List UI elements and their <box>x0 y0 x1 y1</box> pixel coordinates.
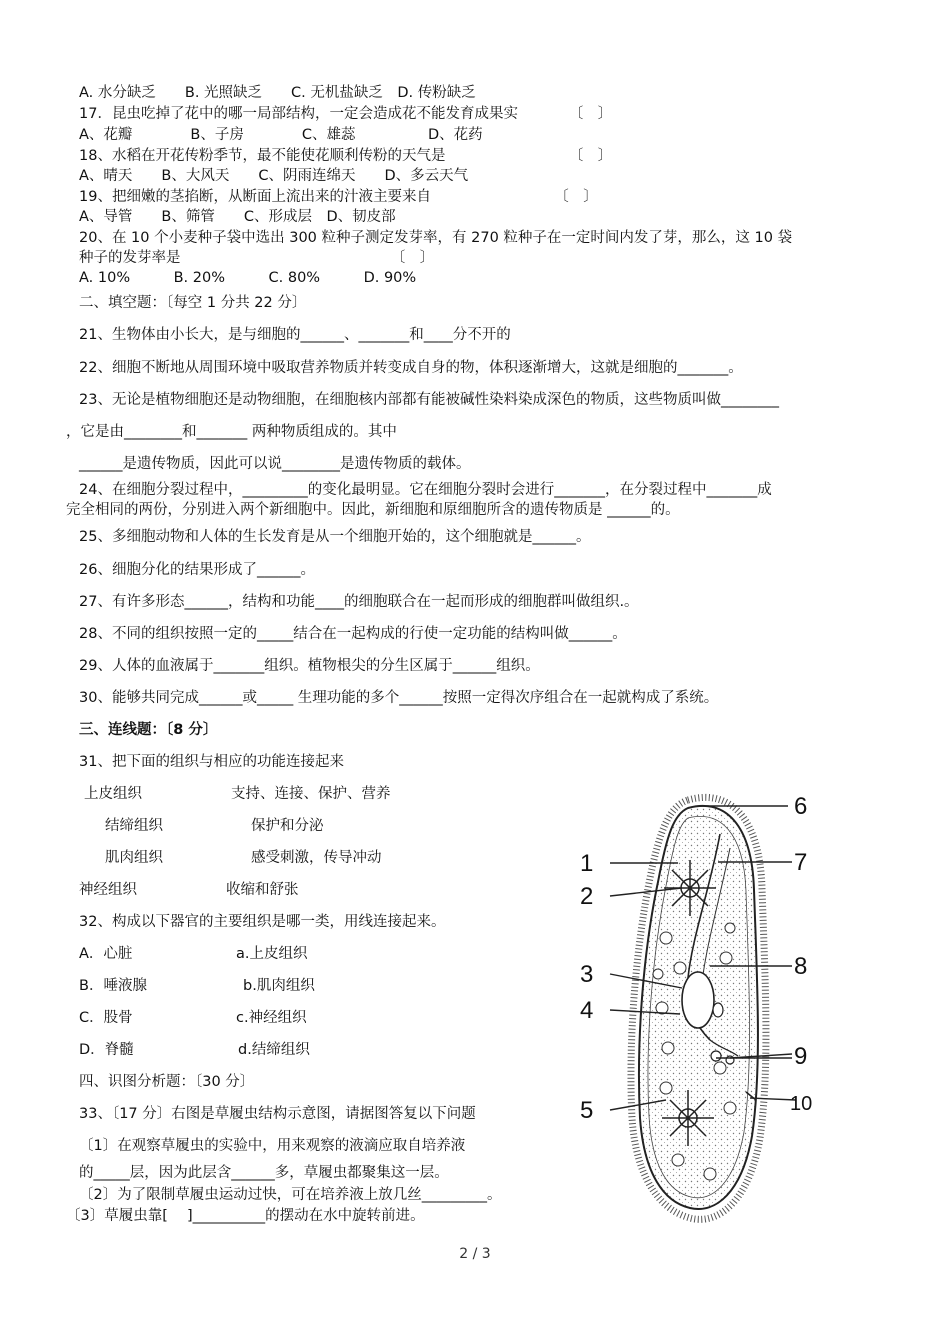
q24-question-line1: 24、在细胞分裂过程中，_________的变化最明显。它在细胞分裂时会进行_______，在分裂过程中_______成 <box>79 482 772 498</box>
q21-question: 21、生物体由小长大，是与细胞的______、_______和____分不开的 <box>79 327 511 343</box>
q31-tissue-1: 上皮组织 <box>84 786 142 802</box>
q28-question: 28、不同的组织按照一定的_____结合在一起构成的行使一定功能的结构叫做______。 <box>79 626 627 642</box>
label-1: 1 <box>580 850 594 877</box>
label-9: 9 <box>794 1043 808 1070</box>
q31-tissue-4: 神经组织 <box>79 882 137 898</box>
q32-organ-c: C．股骨 <box>79 1010 133 1026</box>
q31-function-1: 支持、连接、保护、营养 <box>231 786 391 802</box>
label-10: 10 <box>790 1093 813 1115</box>
q20-question-line2: 种子的发芽率是 〔 〕 <box>79 250 435 266</box>
page-number: 2 / 3 <box>459 1246 491 1262</box>
q18-options: A、晴天 B、大风天 C、阴雨连绵天 D、多云天气 <box>79 168 469 184</box>
label-6: 6 <box>794 793 808 820</box>
q31-question: 31、把下面的组织与相应的功能连接起来 <box>79 754 344 770</box>
label-4: 4 <box>580 997 594 1024</box>
q32-question: 32、构成以下器官的主要组织是哪一类，用线连接起来。 <box>79 914 446 930</box>
label-2: 2 <box>580 883 594 910</box>
q24-question-line2: 完全相同的两份，分别进入两个新细胞中。因此，新细胞和原细胞所含的遗传物质是 ______的。 <box>66 502 680 518</box>
q33-part2: 〔2〕为了限制草履虫运动过快，可在培养液上放几丝_________。 <box>79 1187 502 1203</box>
macronucleus <box>682 972 714 1028</box>
q23-question-line1: 23、无论是植物细胞还是动物细胞，在细胞核内部都有能被碱性染料染成深色的物质，这些物质叫做________ <box>79 392 779 408</box>
q26-question: 26、细胞分化的结果形成了______。 <box>79 562 315 578</box>
q31-tissue-3: 肌肉组织 <box>105 850 163 866</box>
q33-question: 33、〔17 分〕右图是草履虫结构示意图，请据图答复以下问题 <box>79 1106 476 1122</box>
label-3: 3 <box>580 961 594 988</box>
q22-question: 22、细胞不断地从周围环境中吸取营养物质并转变成自身的物，体积逐渐增大，这就是细胞的_______。 <box>79 360 743 376</box>
q29-question: 29、人体的血液属于_______组织。植物根尖的分生区属于______组织。 <box>79 658 540 674</box>
q20-options: A. 10% B. 20% C. 80% D. 90% <box>79 270 417 286</box>
q18-question: 18、水稻在开花传粉季节，最不能使花顺利传粉的天气是 〔 〕 <box>79 148 613 164</box>
q23-question-line2: ，它是由________和_______ 两种物质组成的。其中 <box>66 424 397 440</box>
q31-function-3: 感受刺激，传导冲动 <box>251 850 382 866</box>
paramecium-diagram <box>570 778 830 1230</box>
q31-function-2: 保护和分泌 <box>251 818 324 834</box>
q33-part3: 〔3〕草履虫靠[ ]__________的摆动在水中旋转前进。 <box>66 1208 425 1224</box>
label-7: 7 <box>794 849 808 876</box>
q23-question-line3: ______是遗传物质，因此可以说________是遗传物质的载体。 <box>79 456 471 472</box>
q19-question: 19、把细嫩的茎掐断，从断面上流出来的汁液主要来自 〔 〕 <box>79 189 598 205</box>
section-3-heading: 三、连线题：〔8 分〕 <box>79 722 218 738</box>
q17-options: A、花瓣 B、子房 C、雄蕊 D、花药 <box>79 127 483 143</box>
q31-tissue-2: 结缔组织 <box>105 818 163 834</box>
section-2-heading: 二、填空题：〔每空 1 分共 22 分〕 <box>79 295 307 311</box>
q32-organ-d: D．脊髓 <box>79 1042 134 1058</box>
label-5: 5 <box>580 1097 594 1124</box>
q32-tissue-a: a.上皮组织 <box>236 946 308 962</box>
q25-question: 25、多细胞动物和人体的生长发育是从一个细胞开始的，这个细胞就是______。 <box>79 529 591 545</box>
q32-tissue-d: d.结缔组织 <box>238 1042 310 1058</box>
q32-tissue-c: c.神经组织 <box>236 1010 307 1026</box>
q19-options: A、导管 B、筛管 C、形成层 D、韧皮部 <box>79 209 396 225</box>
q17-question: 17．昆虫吃掉了花中的哪一局部结构，一定会造成花不能发育成果实 〔 〕 <box>79 106 613 122</box>
label-8: 8 <box>794 953 808 980</box>
q16-options: A. 水分缺乏 B. 光照缺乏 C. 无机盐缺乏 D. 传粉缺乏 <box>79 85 476 101</box>
q27-question: 27、有许多形态______，结构和功能____的细胞联合在一起而形成的细胞群叫做组织.。 <box>79 594 639 610</box>
q32-organ-a: A．心脏 <box>79 946 133 962</box>
q31-function-4: 收缩和舒张 <box>226 882 299 898</box>
q30-question: 30、能够共同完成______或_____ 生理功能的多个______按照一定得次序组合在一起就构成了系统。 <box>79 690 719 706</box>
micronucleus <box>713 1003 723 1017</box>
q32-tissue-b: b.肌肉组织 <box>243 978 315 994</box>
q32-organ-b: B．唾液腺 <box>79 978 147 994</box>
q33-part1-line2: 的_____层，因为此层含______多，草履虫都聚集这一层。 <box>79 1165 449 1181</box>
q20-question-line1: 20、在 10 个小麦种子袋中选出 300 粒种子测定发芽率，有 270 粒种子在一定时间内发了芽，那么，这 10 袋 <box>79 230 793 246</box>
q33-part1-line1: 〔1〕在观察草履虫的实验中，用来观察的液滴应取自培养液 <box>79 1138 466 1154</box>
section-4-heading: 四、识图分析题：〔30 分〕 <box>79 1074 255 1090</box>
